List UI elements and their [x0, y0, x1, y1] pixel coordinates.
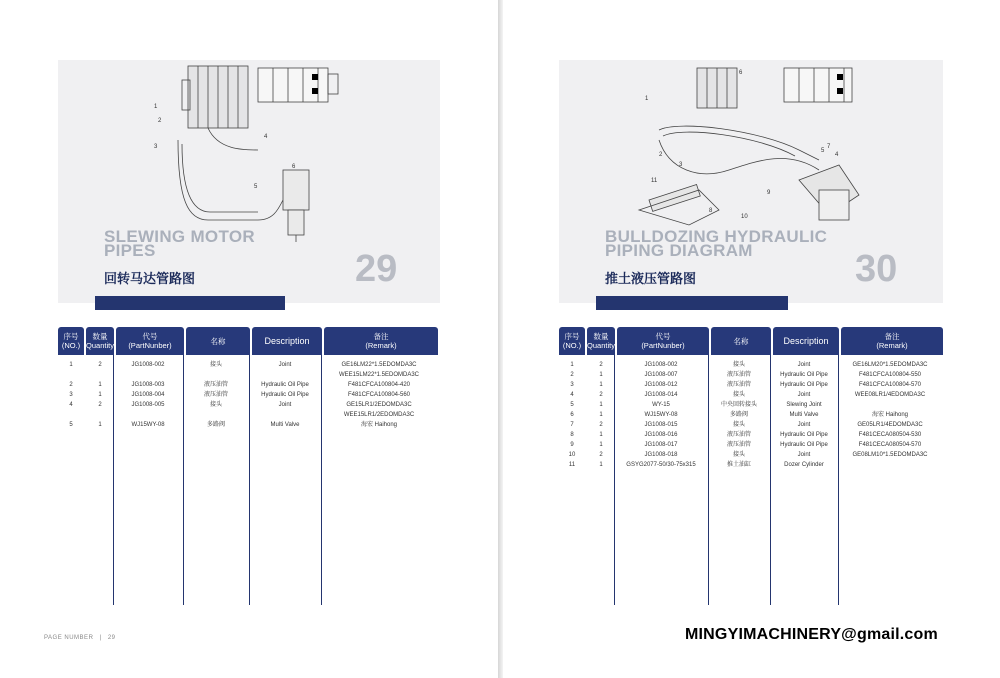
table-cell-qty: 2 [599, 452, 603, 458]
diagram-label: 6 [739, 70, 743, 76]
section-number: 29 [355, 248, 398, 290]
table-cell-remark: F481CECA080504-530 [858, 432, 922, 438]
table-cell-name: 接头 [732, 452, 745, 458]
table-cell-no: 1 [69, 362, 73, 368]
table-row [58, 401, 440, 411]
parts-table-header [559, 327, 943, 355]
table-row [559, 421, 943, 431]
table-cell-part: WY-15 [652, 402, 670, 408]
table-cell-qty: 1 [599, 442, 603, 448]
table-cell-name: 推土油缸 [726, 462, 751, 468]
table-row [58, 391, 440, 401]
table-cell-name: 多路阀 [206, 422, 225, 428]
diagram-label: 5 [254, 184, 258, 190]
table-cell-qty: 2 [599, 362, 603, 368]
table-cell-qty: 1 [599, 382, 603, 388]
table-cell-desc: Hydraulic Oil Pipe [261, 382, 309, 388]
table-cell-qty: 1 [98, 422, 102, 428]
table-cell-no: 5 [570, 402, 574, 408]
table-cell-remark: GE15LR1/2EDOMDA3C [346, 402, 412, 408]
table-cell-desc: Hydraulic Oil Pipe [780, 432, 828, 438]
table-row [559, 381, 943, 391]
table-cell-name: 接头 [732, 362, 745, 368]
table-cell-name: 液压油管 [726, 382, 751, 388]
header-qty: 数量 (Quantity) [86, 327, 114, 355]
table-cell-desc: Multi Valve [789, 412, 819, 418]
diagram-label: 7 [827, 144, 831, 150]
accent-bar [95, 296, 285, 310]
parts-table-body [58, 355, 440, 605]
table-cell-qty: 2 [599, 392, 603, 398]
table-cell-no: 6 [570, 412, 574, 418]
table-cell-desc: Hydraulic Oil Pipe [780, 372, 828, 378]
header-no: 序号 (NO.) [58, 327, 84, 355]
table-cell-no: 4 [570, 392, 574, 398]
table-row [559, 371, 943, 381]
table-cell-name: 液压油管 [203, 392, 228, 398]
table-cell-no: 2 [69, 382, 73, 388]
diagram-label: 5 [821, 148, 825, 154]
table-cell-no: 4 [69, 402, 73, 408]
table-row [58, 371, 440, 381]
table-cell-no: 8 [570, 432, 574, 438]
section-title-cn: 回转马达管路图 [104, 271, 196, 286]
header-part: 代号 (PartNunber) [116, 327, 184, 355]
table-cell-desc: Joint [797, 392, 811, 398]
header-remark: 备注 (Remark) [324, 327, 438, 355]
right-page [503, 0, 1000, 678]
header-qty: 数量 (Quantity) [587, 327, 615, 355]
table-cell-qty: 1 [599, 462, 603, 468]
page-number-footer [44, 635, 116, 641]
table-cell-remark: WEE08LR1/4EDOMDA3C [854, 392, 926, 398]
table-cell-desc: Joint [797, 362, 811, 368]
diagram-label: 3 [154, 144, 158, 150]
parts-table-header [58, 327, 438, 355]
diagram-label: 8 [709, 208, 713, 214]
table-cell-remark: F481CFCA100804-420 [347, 382, 411, 388]
table-cell-qty: 1 [599, 432, 603, 438]
header-name: 名称 [186, 327, 250, 355]
brand-email[interactable]: MINGYIMACHINERY@gmail.com [685, 626, 938, 643]
diagram-label: 4 [835, 152, 839, 158]
table-cell-part: JG1008-003 [131, 382, 165, 388]
table-cell-part: WJ15WY-08 [644, 412, 678, 418]
diagram-label: 3 [679, 162, 683, 168]
page-number-label: PAGE NUMBER [44, 635, 94, 641]
table-cell-no: 5 [69, 422, 73, 428]
table-cell-remark: F481CECA080504-570 [858, 442, 922, 448]
diagram-label: 2 [158, 118, 162, 124]
table-cell-qty: 1 [599, 402, 603, 408]
table-cell-remark: F481CFCA100804-560 [347, 392, 411, 398]
table-cell-part: JG1008-007 [644, 372, 678, 378]
table-row [559, 441, 943, 451]
table-cell-name: 液压油管 [726, 442, 751, 448]
table-cell-name: 液压油管 [203, 382, 228, 388]
section-title-en: BULLDOZING HYDRAULIC PIPING DIAGRAM [605, 227, 828, 260]
table-cell-part: JG1008-005 [131, 402, 165, 408]
table-row [58, 421, 440, 431]
diagram-label: 10 [741, 214, 748, 220]
page-number-value: 29 [107, 635, 116, 641]
table-cell-desc: Hydraulic Oil Pipe [780, 382, 828, 388]
table-cell-no: 3 [69, 392, 73, 398]
table-cell-part: JG1008-015 [644, 422, 678, 428]
table-cell-remark: GE16LM20*1.5EDOMDA3C [852, 362, 928, 368]
table-cell-no: 9 [570, 442, 574, 448]
table-row [559, 391, 943, 401]
header-name: 名称 [711, 327, 771, 355]
table-cell-qty: 2 [98, 362, 102, 368]
table-cell-part: JG1008-002 [131, 362, 165, 368]
section-title-cn: 推土液压管路图 [605, 271, 697, 286]
table-cell-name: 液压油管 [726, 432, 751, 438]
table-cell-name: 多路阀 [729, 412, 748, 418]
section-number: 30 [855, 248, 898, 290]
table-cell-name: 中央回转接头 [720, 402, 757, 408]
table-cell-name: 接头 [732, 392, 745, 398]
table-row [559, 451, 943, 461]
left-page [0, 0, 498, 678]
table-cell-remark: GE05LR1/4EDOMDA3C [857, 422, 923, 428]
header-no: 序号 (NO.) [559, 327, 585, 355]
table-cell-name: 接头 [209, 402, 222, 408]
table-row [559, 461, 943, 471]
diagram-label: 11 [651, 178, 658, 184]
table-cell-desc: Slewing Joint [786, 402, 822, 408]
table-cell-remark: GE08LM10*1.5EDOMDA3C [852, 452, 928, 458]
table-cell-name: 接头 [732, 422, 745, 428]
table-row [58, 411, 440, 421]
table-cell-qty: 2 [98, 402, 102, 408]
table-cell-remark: GE16LM22*1.5EDOMDA3C [341, 362, 417, 368]
table-cell-desc: Joint [797, 452, 811, 458]
table-row [559, 401, 943, 411]
table-row [559, 431, 943, 441]
table-row [58, 381, 440, 391]
table-cell-remark: WEE15LM22*1.5EDOMDA3C [338, 372, 420, 378]
table-row [58, 361, 440, 371]
table-cell-qty: 1 [599, 412, 603, 418]
header-description: Description [773, 327, 839, 355]
table-cell-no: 7 [570, 422, 574, 428]
parts-table-body [559, 355, 943, 605]
table-cell-qty: 1 [599, 372, 603, 378]
table-cell-part: JG1008-014 [644, 392, 678, 398]
diagram-label: 9 [767, 190, 771, 196]
page-number-separator: | [99, 635, 102, 641]
table-cell-name: 液压油管 [726, 372, 751, 378]
table-cell-part: JG1008-017 [644, 442, 678, 448]
table-row [559, 411, 943, 421]
table-cell-desc: Joint [797, 422, 811, 428]
table-cell-desc: Hydraulic Oil Pipe [780, 442, 828, 448]
diagram-label: 2 [659, 152, 663, 158]
header-part: 代号 (PartNunber) [617, 327, 709, 355]
header-remark: 备注 (Remark) [841, 327, 943, 355]
table-cell-desc: Dozer Cylinder [784, 462, 824, 468]
header-description: Description [252, 327, 322, 355]
table-cell-remark: F481CFCA100804-550 [858, 372, 922, 378]
table-cell-remark: 海宏 Haihong [360, 422, 398, 428]
table-cell-part: JG1008-002 [644, 362, 678, 368]
table-cell-desc: Multi Valve [270, 422, 300, 428]
table-cell-no: 11 [568, 462, 576, 468]
accent-bar [596, 296, 788, 310]
table-cell-desc: Joint [278, 362, 292, 368]
table-cell-qty: 1 [98, 382, 102, 388]
table-cell-qty: 1 [98, 392, 102, 398]
table-cell-part: JG1008-012 [644, 382, 678, 388]
table-cell-no: 1 [570, 362, 574, 368]
table-cell-desc: Hydraulic Oil Pipe [261, 392, 309, 398]
table-cell-desc: Joint [278, 402, 292, 408]
table-cell-no: 2 [570, 372, 574, 378]
table-cell-part: JG1008-018 [644, 452, 678, 458]
table-row [559, 361, 943, 371]
table-cell-no: 10 [568, 452, 576, 458]
diagram-label: 4 [264, 134, 268, 140]
table-cell-remark: 海宏 Haihong [871, 412, 909, 418]
table-cell-remark: F481CFCA100804-570 [858, 382, 922, 388]
table-cell-part: JG1008-016 [644, 432, 678, 438]
table-cell-remark: WEE15LR1/2EDOMDA3C [343, 412, 415, 418]
diagram-label: 1 [645, 96, 649, 102]
table-cell-part: WJ15WY-08 [131, 422, 165, 428]
table-cell-name: 接头 [209, 362, 222, 368]
diagram-label: 6 [292, 164, 296, 170]
section-title-en: SLEWING MOTOR PIPES [104, 227, 255, 260]
table-cell-part: GSYG2077-50/30-75x315 [626, 462, 696, 468]
table-cell-no: 3 [570, 382, 574, 388]
diagram-label: 1 [154, 104, 158, 110]
table-cell-qty: 2 [599, 422, 603, 428]
table-cell-part: JG1008-004 [131, 392, 165, 398]
